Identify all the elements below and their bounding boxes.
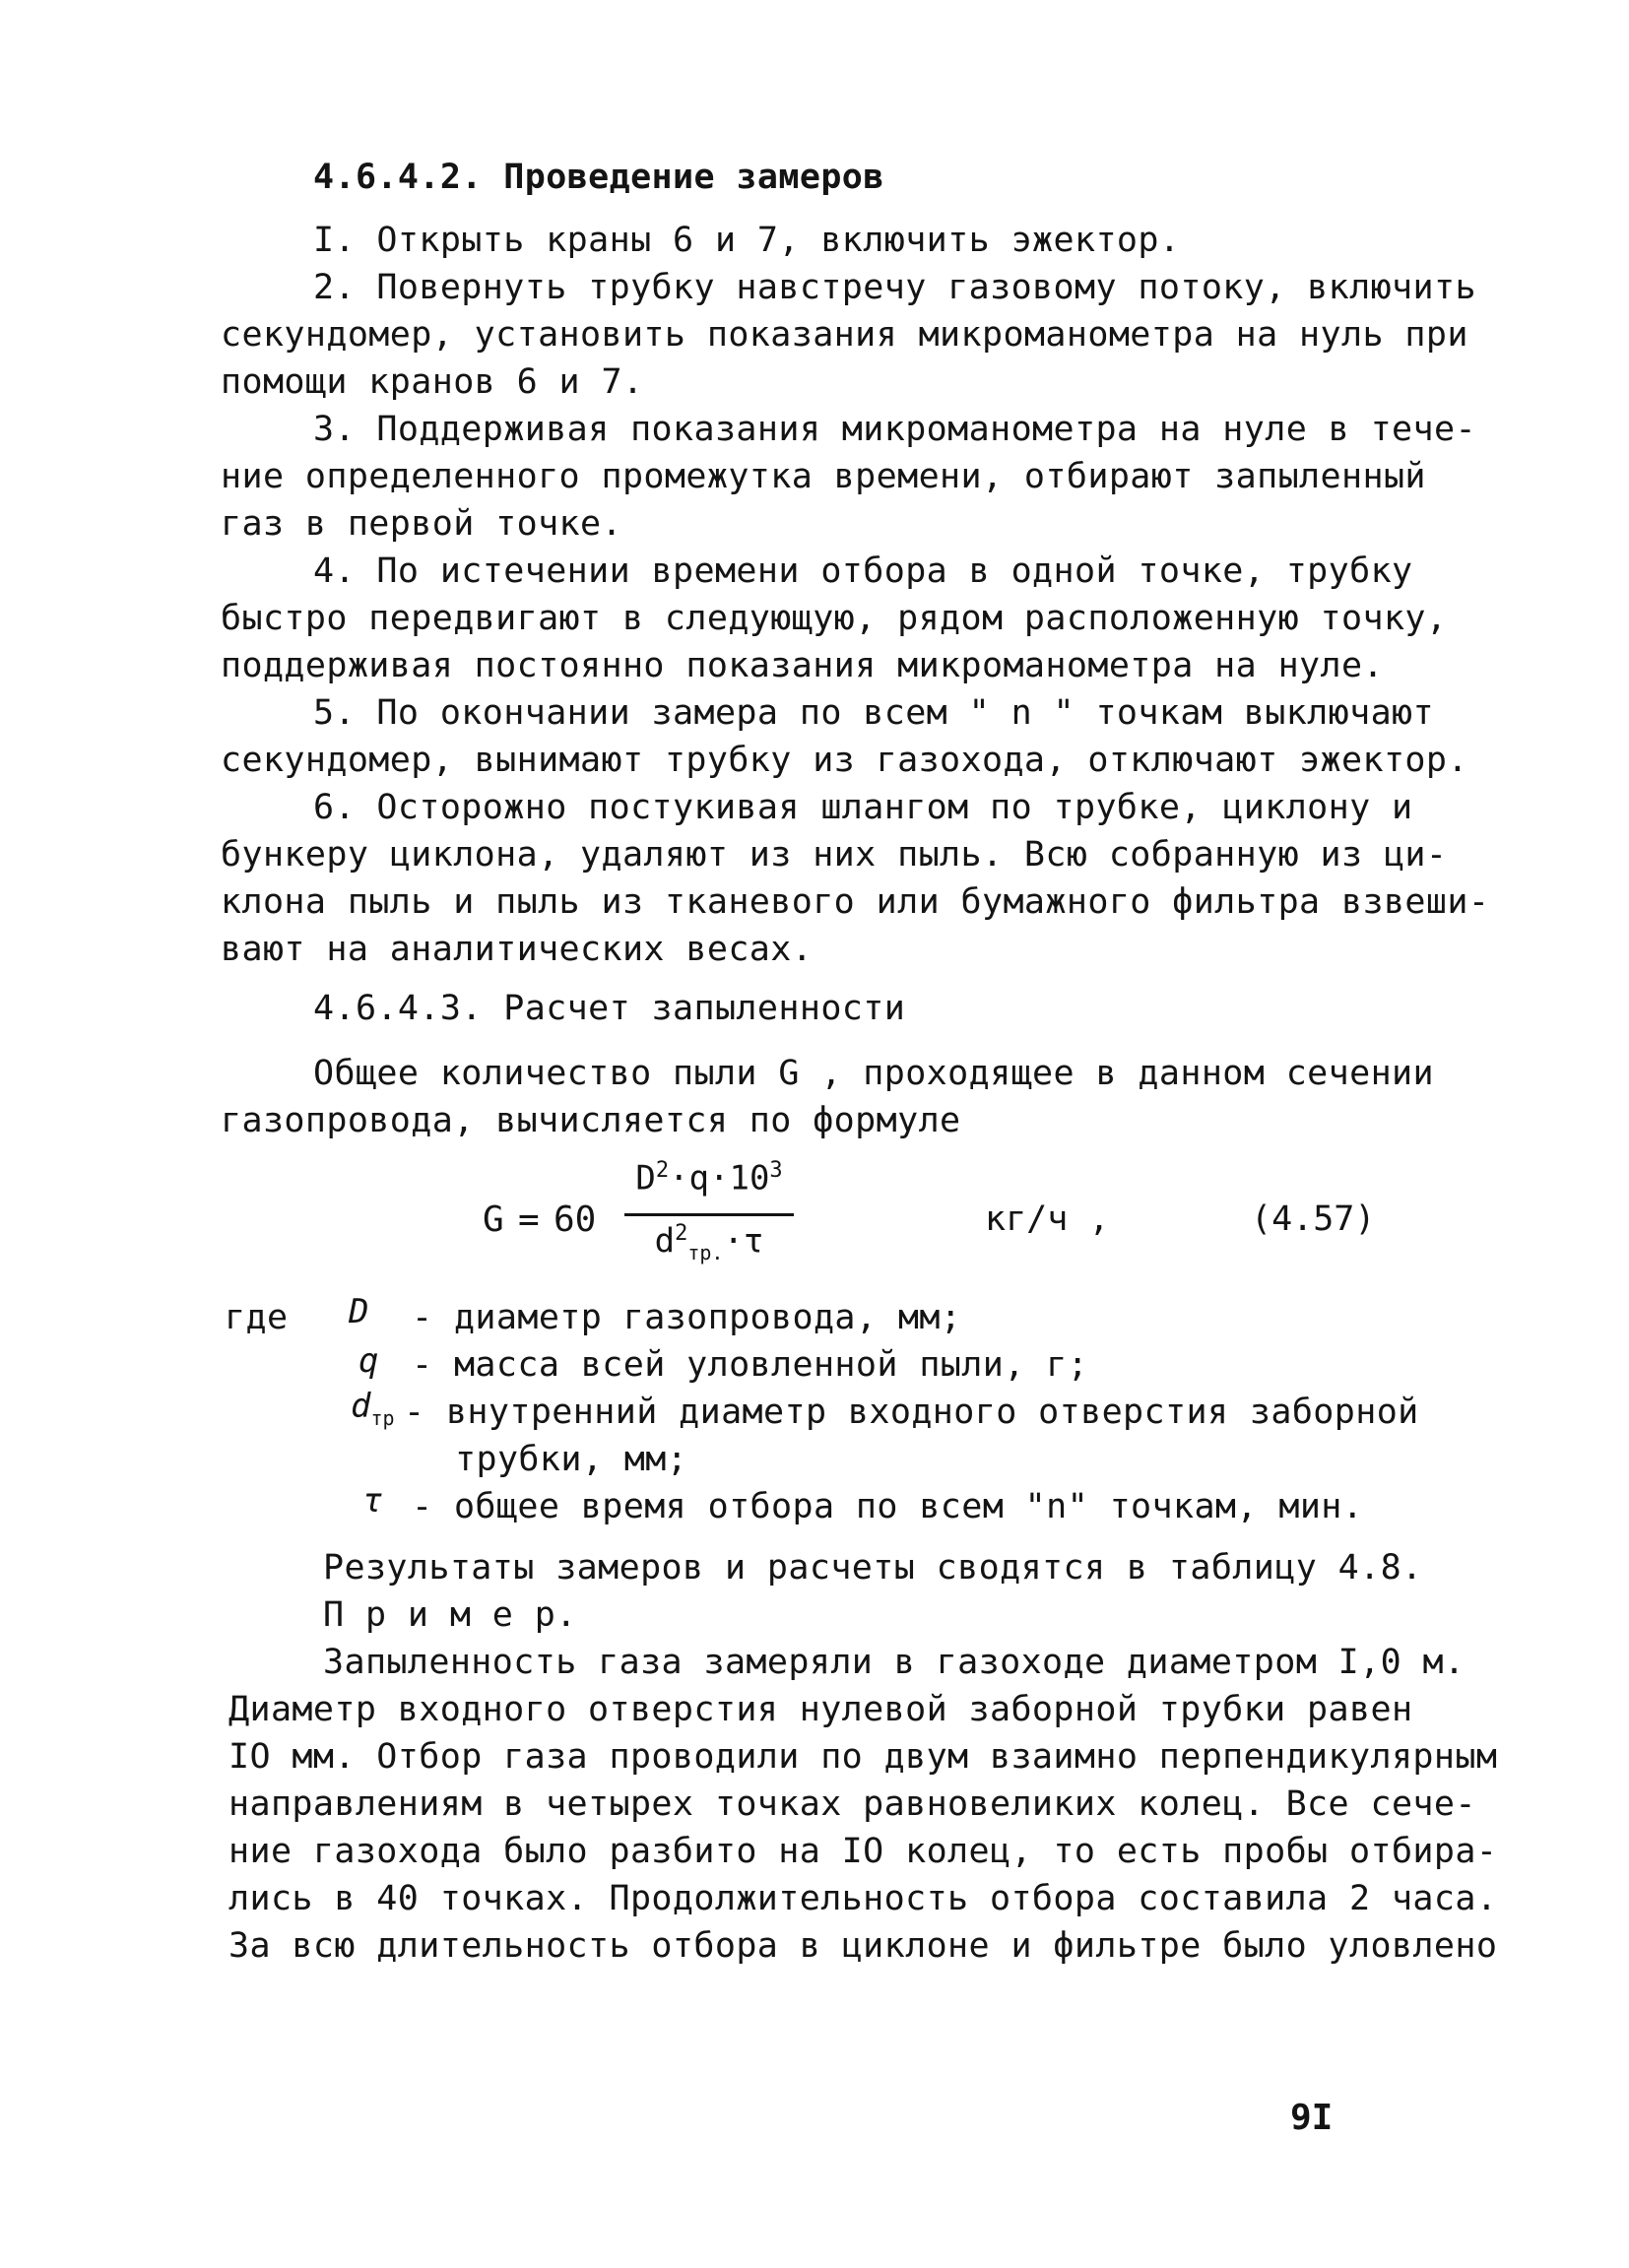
text-line: направлениям в четырех точках равновеликих колец. Все сече- (228, 1784, 1476, 1824)
text-line: 2. Повернуть трубку навстречу газовому потоку, включить (313, 268, 1476, 307)
text-line: Запыленность газа замеряли в газоходе диаметром I,0 м. (323, 1643, 1466, 1682)
text-line: ние газохода было разбито на IO колец, то есть пробы отбира- (228, 1832, 1498, 1871)
intro-line: Общее количество пыли G , проходящее в данном сечении (313, 1054, 1435, 1093)
subsection-title: 4.6.4.3. Расчет запыленности (313, 989, 906, 1028)
text-line: помощи кранов 6 и 7. (221, 362, 644, 402)
formula-denominator: $d^2_{тр.}\cdot\tau$ (654, 1221, 764, 1265)
text-line: 3. Поддерживая показания микроманометра на нуле в тече- (313, 410, 1476, 449)
definition-text: - масса всей уловленной пыли, г; (412, 1345, 1089, 1385)
formula-unit: кг/ч , (985, 1199, 1110, 1239)
intro-line: газопровода, вычисляется по формуле (221, 1101, 961, 1140)
formula-numerator: $D^2\cdot q\cdot 10^3$ (635, 1158, 783, 1199)
symbol-pipe-diameter: $d_{тр}$ (351, 1387, 395, 1430)
symbol-time: τ (362, 1481, 383, 1521)
text-line: I. Открыть краны 6 и 7, включить эжектор. (313, 221, 1181, 260)
text-line: газ в первой точке. (221, 504, 622, 544)
text-line: 4. По истечении времени отбора в одной точке, трубку (313, 551, 1413, 591)
text-line: ние определенного промежутка времени, отбирают запыленный (221, 457, 1426, 496)
formula-fraction (620, 1152, 798, 1280)
text-line: лись в 40 точках. Продолжительность отбора составила 2 часа. (228, 1879, 1498, 1918)
formula-coefficient: 60 (554, 1199, 597, 1240)
text-line: Диаметр входного отверстия нулевой заборной трубки равен (228, 1690, 1413, 1729)
text-line: бункеру циклона, удаляют из них пыль. Всю собранную из ци- (221, 835, 1448, 875)
text-line: быстро передвигают в следующую, рядом расположенную точку, (221, 599, 1448, 638)
text-line: 6. Осторожно постукивая шлангом по трубке, циклону и (313, 788, 1413, 827)
definition-text: - общее время отбора по всем "n" точкам, мин. (412, 1487, 1364, 1526)
definition-text: - внутренний диаметр входного отверстия заборной (404, 1393, 1419, 1432)
where-label: где (225, 1298, 289, 1337)
definition-text: трубки, мм; (455, 1440, 688, 1479)
example-label: П р и м е р. (323, 1595, 577, 1635)
formula-4-57 (483, 1152, 1408, 1280)
definition-text: - диаметр газопровода, мм; (412, 1298, 962, 1337)
symbol-diameter: D (349, 1292, 369, 1331)
text-line: вают на аналитических весах. (221, 930, 814, 969)
text-line: поддерживая постоянно показания микроманометра на нуле. (221, 646, 1384, 685)
text-line: клона пыль и пыль из тканевого или бумажного фильтра взвеши- (221, 882, 1490, 922)
text-line: секундомер, установить показания микроманометра на нуль при (221, 315, 1468, 355)
text-line: 5. По окончании замера по всем " n " точкам выключают (313, 693, 1435, 733)
formula-number: (4.57) (1251, 1199, 1376, 1239)
formula-equals: = (518, 1199, 540, 1240)
page-number: 9I (1290, 2098, 1334, 2138)
section-title: 4.6.4.2. Проведение замеров (313, 158, 884, 197)
text-line: IO мм. Отбор газа проводили по двум взаимно перпендикулярным (228, 1737, 1498, 1777)
fraction-bar (624, 1213, 794, 1216)
text-line: секундомер, вынимают трубку из газохода, отключают эжектор. (221, 741, 1468, 780)
symbol-mass: q (358, 1341, 379, 1381)
formula-lhs: G (483, 1199, 504, 1240)
text-line: Результаты замеров и расчеты сводятся в таблицу 4.8. (323, 1548, 1423, 1588)
text-line: За всю длительность отбора в циклоне и фильтре было уловлено (228, 1926, 1498, 1966)
